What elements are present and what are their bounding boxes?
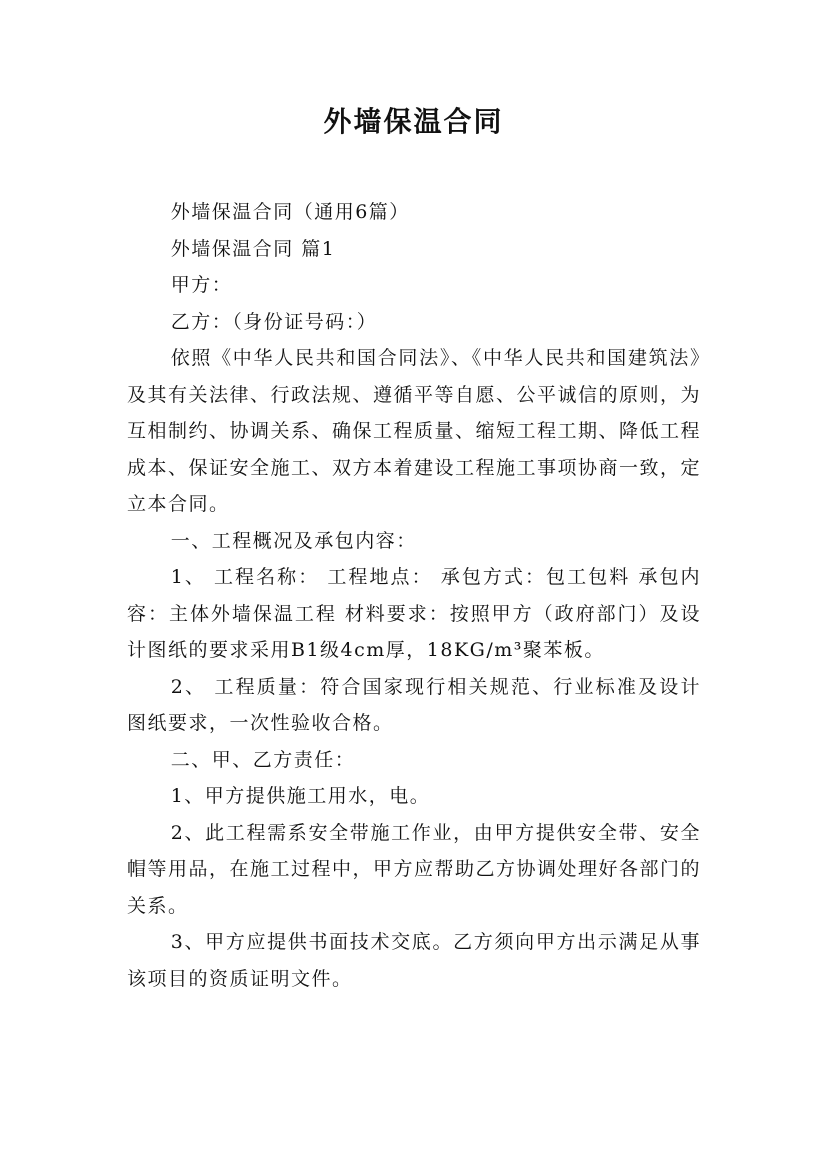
paragraph-item-1-1: 1、 工程名称： 工程地点： 承包方式：包工包料 承包内容：主体外墙保温工程 材料要求：按照甲方（政府部门）及设计图纸的要求采用B1级4cm厚，18KG/m³聚苯板。 bbox=[127, 566, 701, 661]
document-title: 外墙保温合同 bbox=[323, 105, 504, 138]
paragraph-party-a: 甲方： bbox=[170, 274, 233, 296]
paragraph-chapter-heading: 外墙保温合同 篇1 bbox=[170, 237, 336, 260]
document-body bbox=[127, 194, 701, 997]
paragraph-section-2-heading: 二、甲、乙方责任： bbox=[170, 748, 356, 771]
paragraph-item-2-1: 1、甲方提供施工用水，电。 bbox=[170, 785, 431, 807]
paragraph-section-1-heading: 一、工程概况及承包内容： bbox=[170, 529, 417, 552]
paragraph-series-title: 外墙保温合同（通用6篇） bbox=[170, 201, 410, 223]
paragraph-party-b: 乙方：（身份证号码：） bbox=[170, 310, 378, 333]
paragraph-preamble: 依照《中华人民共和国合同法》、《中华人民共和国建筑法》及其有关法律、行政法规、遵循平等自愿、公平诚信的原则，为互相制约、协调关系、确保工程质量、缩短工程工期、降低工程成本、保证安全施工、双方本着建设工程施工事项协商一致，定立本合同。 bbox=[127, 347, 702, 515]
paragraph-item-2-3: 3、甲方应提供书面技术交底。乙方须向甲方出示满足从事该项目的资质证明文件。 bbox=[127, 931, 701, 990]
paragraph-item-2-2: 2、此工程需系安全带施工作业，由甲方提供安全带、安全帽等用品，在施工过程中，甲方应帮助乙方协调处理好各部门的关系。 bbox=[127, 821, 702, 917]
paragraph-item-1-2: 2、 工程质量：符合国家现行相关规范、行业标准及设计图纸要求，一次性验收合格。 bbox=[127, 675, 701, 734]
